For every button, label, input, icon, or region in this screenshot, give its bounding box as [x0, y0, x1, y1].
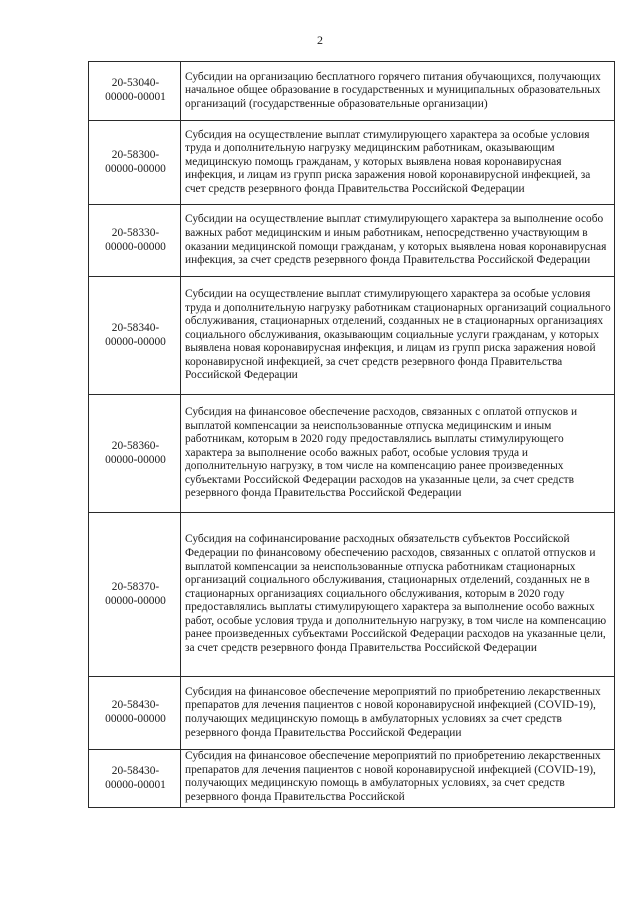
- table-row: [89, 395, 615, 513]
- budget-code-part-2: 00000-00001: [105, 778, 166, 791]
- budget-code-cell: [89, 121, 181, 205]
- table-row: [89, 750, 615, 808]
- budget-code-cell: [89, 750, 181, 808]
- budget-code-part-2: 00000-00000: [105, 594, 166, 607]
- budget-code-part-1: 20-58340-: [111, 321, 160, 334]
- page-number: 2: [317, 33, 323, 47]
- table-row: [89, 277, 615, 395]
- table-row: [89, 513, 615, 677]
- subsidy-description: Субсидия на финансовое обеспечение мероприятий по приобретению лекарственных препаратов для лечения пациентов с новой коронавирусной инфекцией (COVID-19), получающих медицинскую помощь в амбулаторных условиях за счет средств резервного фонда Правительства Российской Федерации: [181, 677, 615, 750]
- budget-code-part-1: 20-58430-: [111, 764, 160, 777]
- table-row: [89, 121, 615, 205]
- table-row: [89, 205, 615, 277]
- subsidy-description: Субсидия на финансовое обеспечение расходов, связанных с оплатой отпусков и выплатой компенсации за неиспользованные отпуска медицинским и иным работникам, которым в 2020 году предоставлялись выплаты стимулирующего характера за выполнение особо важных работ, особые условия труда и дополнительную нагрузку, в том числе на компенсацию ранее произведенных субъектами Российской Федерации расходов на указанные цели, за счет средств резервного фонда Правительства Российской Федерации: [181, 395, 615, 513]
- subsidy-description: Субсидии на осуществление выплат стимулирующего характера за особые условия труда и дополнительную нагрузку работникам стационарных организаций социального обслуживания, стационарных отделений, созданных не в стационарных организациях социального обслуживания, оказывающим социальные услуги гражданам, у которых выявлена новая коронавирусная инфекция, и лицам из групп риска заражения новой коронавирусной инфекцией, за счет средств резервного фонда Правительства Российской Федерации: [181, 277, 615, 395]
- budget-code-part-1: 20-58300-: [111, 148, 160, 161]
- budget-code-cell: [89, 513, 181, 677]
- table-row: [89, 62, 615, 121]
- budget-code-part-1: 20-58330-: [111, 226, 160, 239]
- budget-code-cell: [89, 62, 181, 121]
- budget-code-cell: [89, 277, 181, 395]
- budget-code-cell: [89, 205, 181, 277]
- budget-classification-table: [88, 61, 615, 808]
- budget-code-part-2: 00000-00001: [105, 91, 166, 103]
- budget-code-part-1: 20-58360-: [111, 439, 160, 452]
- budget-code-cell: [89, 395, 181, 513]
- budget-code-part-2: 00000-00000: [105, 335, 166, 348]
- subsidy-description: Субсидии на осуществление выплат стимулирующего характера за выполнение особо важных работ медицинским и иным работникам, непосредственно участвующим в оказании медицинской помощи гражданам, у которых выявлена новая коронавирусная инфекция, за счет средств резервного фонда Правительства Российской Федерации: [181, 205, 615, 277]
- budget-code-part-2: 00000-00000: [105, 162, 166, 175]
- table-row: [89, 677, 615, 750]
- subsidy-description: Субсидия на софинансирование расходных обязательств субъектов Российской Федерации по финансовому обеспечению расходов, связанных с оплатой отпусков и выплатой компенсации за неиспользованные отпуска работникам стационарных организаций социального обслуживания, стационарных отделений, созданных не в стационарных организациях социального обслуживания, которым в 2020 году предоставлялись выплаты стимулирующего характера за выполнение особо важных работ, особые условия труда и дополнительную нагрузку, в том числе на компенсацию ранее произведенных субъектами Российской Федерации расходов на указанные цели, за счет средств резервного фонда Правительства Российской Федерации: [181, 513, 615, 677]
- budget-code-part-2: 00000-00000: [105, 453, 166, 466]
- subsidy-description: Субсидия на осуществление выплат стимулирующего характера за особые условия труда и дополнительную нагрузку медицинским работникам, оказывающим медицинскую помощь гражданам, у которых выявлена новая коронавирусная инфекция, и лицам из групп риска заражения новой коронавирусной инфекцией, за счет средств резервного фонда Правительства Российской Федерации: [181, 121, 615, 205]
- budget-code-part-1: 20-53040-: [111, 77, 160, 90]
- subsidy-description: Субсидия на финансовое обеспечение мероприятий по приобретению лекарственных препаратов для лечения пациентов с новой коронавирусной инфекцией (COVID-19), получающих медицинскую помощь в амбулаторных условиях, за счет средств резервного фонда Правительства Российской: [181, 750, 615, 808]
- budget-code-part-1: 20-58430-: [111, 699, 160, 712]
- budget-code-part-1: 20-58370-: [111, 580, 160, 593]
- budget-code-part-2: 00000-00000: [105, 713, 166, 725]
- budget-code-cell: [89, 677, 181, 750]
- subsidy-description: Субсидии на организацию бесплатного горячего питания обучающихся, получающих начальное общее образование в государственных и муниципальных образовательных организаций (государственные образовательные организации): [181, 62, 615, 121]
- budget-code-part-2: 00000-00000: [105, 240, 166, 253]
